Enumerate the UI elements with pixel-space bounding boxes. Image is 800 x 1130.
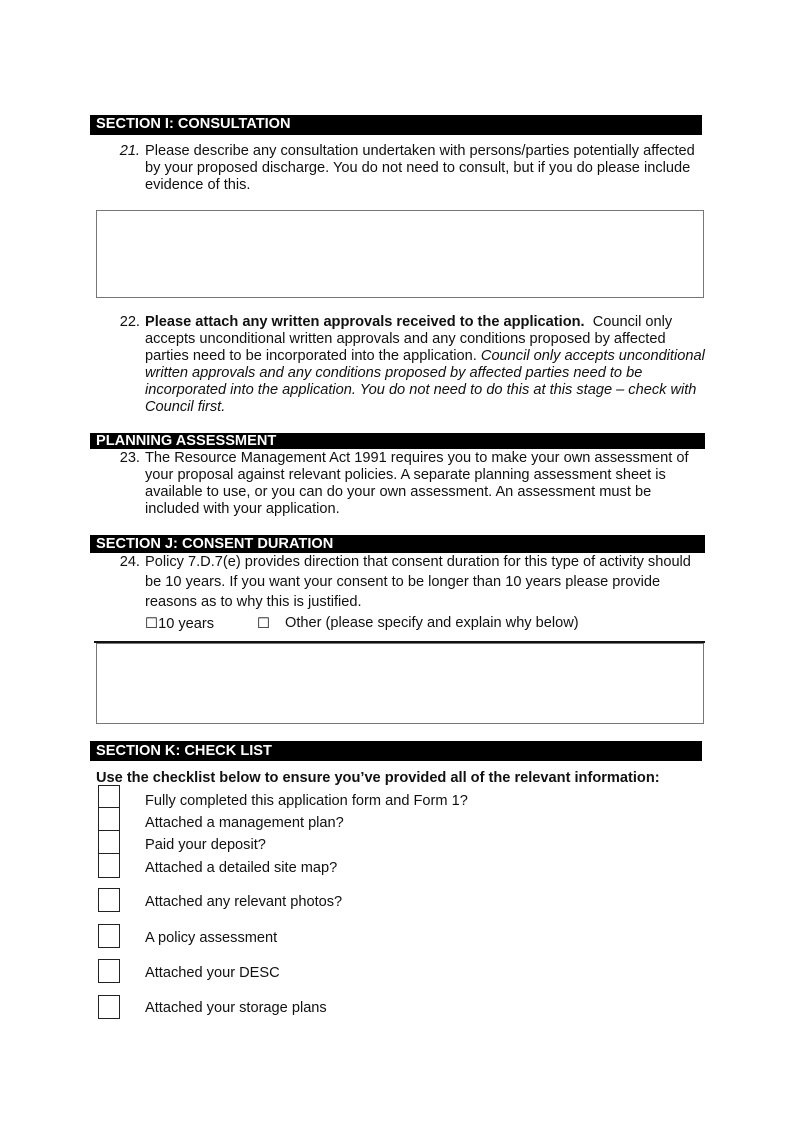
checklist-checkbox[interactable] bbox=[98, 807, 120, 831]
checklist-checkbox[interactable] bbox=[98, 853, 120, 878]
checklist-checkbox[interactable] bbox=[98, 830, 120, 854]
question-21-text: Please describe any consultation undertaken with persons/parties potentially affected by your proposed discharge. You do not need to consult, but if you do please include evidence of this. bbox=[145, 143, 695, 193]
consultation-input[interactable] bbox=[96, 210, 704, 298]
checklist-label: Attached your DESC bbox=[145, 965, 280, 981]
planning-assessment-header: PLANNING ASSESSMENT bbox=[90, 433, 705, 449]
option-10-years[interactable]: ☐10 years bbox=[145, 616, 215, 632]
question-number-21: 21. bbox=[119, 143, 140, 159]
checklist-checkbox[interactable] bbox=[98, 995, 120, 1019]
checklist-checkbox[interactable] bbox=[98, 959, 120, 983]
checklist-label: Attached a detailed site map? bbox=[145, 860, 338, 876]
checklist-checkbox[interactable] bbox=[98, 888, 120, 912]
section-i-header: SECTION I: CONSULTATION bbox=[90, 115, 702, 135]
checklist-label: A policy assessment bbox=[145, 930, 278, 946]
checklist-label: Paid your deposit? bbox=[145, 837, 266, 853]
duration-explanation-input[interactable] bbox=[96, 643, 704, 724]
question-number-22: 22. bbox=[119, 314, 140, 330]
section-j-header: SECTION J: CONSENT DURATION bbox=[90, 535, 705, 553]
checklist-checkbox[interactable] bbox=[98, 785, 120, 808]
question-number-24: 24. bbox=[119, 554, 140, 570]
checklist-checkbox[interactable] bbox=[98, 924, 120, 948]
option-other-checkbox[interactable]: ☐ bbox=[257, 616, 271, 632]
question-23-text: The Resource Management Act 1991 requires you to make your own assessment of your proposal against relevant policies. A separate planning assessment sheet is available to use, or you can do your own assessment. An assessment must be included with your application. bbox=[145, 450, 689, 517]
checklist-label: Attached a management plan? bbox=[145, 815, 344, 831]
question-number-23: 23. bbox=[119, 450, 140, 466]
checklist-label: Attached any relevant photos? bbox=[145, 894, 343, 910]
q22-bold: Please attach any written approvals received to the application. bbox=[145, 314, 585, 330]
option-other-label: Other (please specify and explain why below) bbox=[285, 615, 579, 631]
checklist-label: Attached your storage plans bbox=[145, 1000, 327, 1016]
q22-italic: Council only accepts unconditional written approvals and any conditions proposed by affected parties need to be incorporated into the application. You do not need to do this at this stage – check with Council first. bbox=[145, 348, 705, 415]
checklist-intro: Use the checklist below to ensure you’ve provided all of the relevant information: bbox=[96, 770, 660, 786]
section-k-header: SECTION K: CHECK LIST bbox=[90, 741, 702, 761]
question-24-text: Policy 7.D.7(e) provides direction that consent duration for this type of activity should be 10 years. If you want your consent to be longer than 10 years please provide reasons as to why this is justified. bbox=[145, 554, 691, 610]
q22-normal: Council only accepts unconditional written approvals and any conditions proposed by affected parties need to be incorporated into the application. bbox=[145, 314, 673, 364]
checklist-label: Fully completed this application form and Form 1? bbox=[145, 793, 468, 809]
question-22-text bbox=[145, 314, 707, 416]
